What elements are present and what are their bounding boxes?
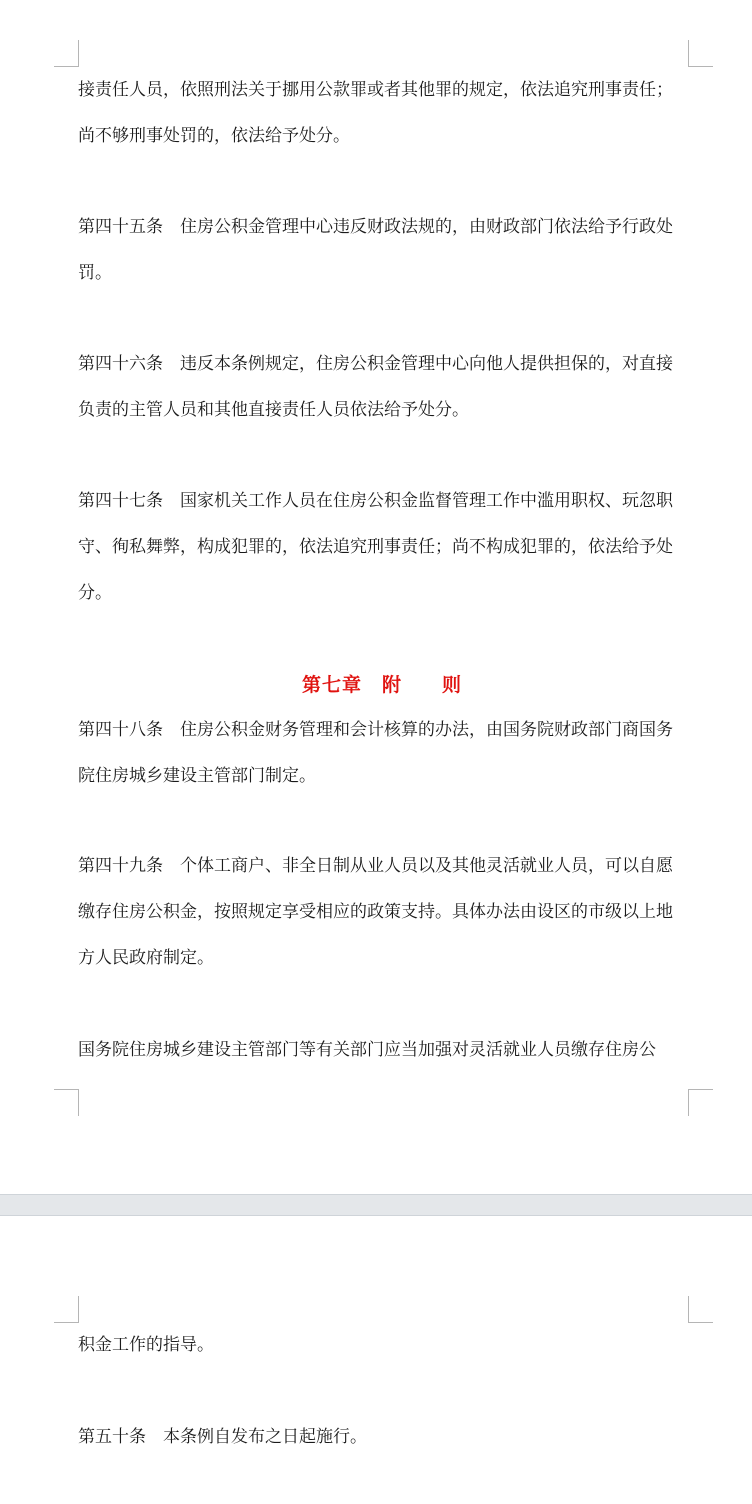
article-47-line: 分。 <box>78 583 112 603</box>
paragraph-line: 接责任人员，依照刑法关于挪用公款罪或者其他罪的规定，依法追究刑事责任； <box>78 80 673 100</box>
article-46-line: 第四十六条 违反本条例规定，住房公积金管理中心向他人提供担保的，对直接 <box>78 354 673 374</box>
crop-mark-top-right <box>688 1296 713 1323</box>
article-49-line: 方人民政府制定。 <box>78 948 214 968</box>
article-46-line: 负责的主管人员和其他直接责任人员依法给予处分。 <box>78 400 469 420</box>
crop-mark-top-left <box>54 40 79 67</box>
article-49-line: 缴存住房公积金，按照规定享受相应的政策支持。具体办法由设区的市级以上地 <box>78 902 673 922</box>
crop-mark-bottom-left <box>54 1089 79 1116</box>
article-47-line: 守、徇私舞弊，构成犯罪的，依法追究刑事责任；尚不构成犯罪的，依法给予处 <box>78 537 673 557</box>
page-separator <box>0 1194 752 1216</box>
crop-mark-top-right <box>688 40 713 67</box>
article-47-line: 第四十七条 国家机关工作人员在住房公积金监督管理工作中滥用职权、玩忽职 <box>78 491 673 511</box>
chapter-heading: 第七章 附 则 <box>301 674 462 696</box>
document-page-2 <box>0 1216 752 1504</box>
article-49-paragraph-2-line: 国务院住房城乡建设主管部门等有关部门应当加强对灵活就业人员缴存住房公 <box>78 1040 656 1060</box>
article-48-line: 第四十八条 住房公积金财务管理和会计核算的办法，由国务院财政部门商国务 <box>78 720 673 740</box>
crop-mark-top-left <box>54 1296 79 1323</box>
article-50-line: 第五十条 本条例自发布之日起施行。 <box>78 1427 367 1447</box>
paragraph-line: 尚不够刑事处罚的，依法给予处分。 <box>78 126 350 146</box>
article-45-line: 罚。 <box>78 263 112 283</box>
article-45-line: 第四十五条 住房公积金管理中心违反财政法规的，由财政部门依法给予行政处 <box>78 217 673 237</box>
article-49-line: 第四十九条 个体工商户、非全日制从业人员以及其他灵活就业人员，可以自愿 <box>78 856 673 876</box>
article-48-line: 院住房城乡建设主管部门制定。 <box>78 766 316 786</box>
crop-mark-bottom-right <box>688 1089 713 1116</box>
article-49-paragraph-2-line: 积金工作的指导。 <box>78 1335 214 1355</box>
